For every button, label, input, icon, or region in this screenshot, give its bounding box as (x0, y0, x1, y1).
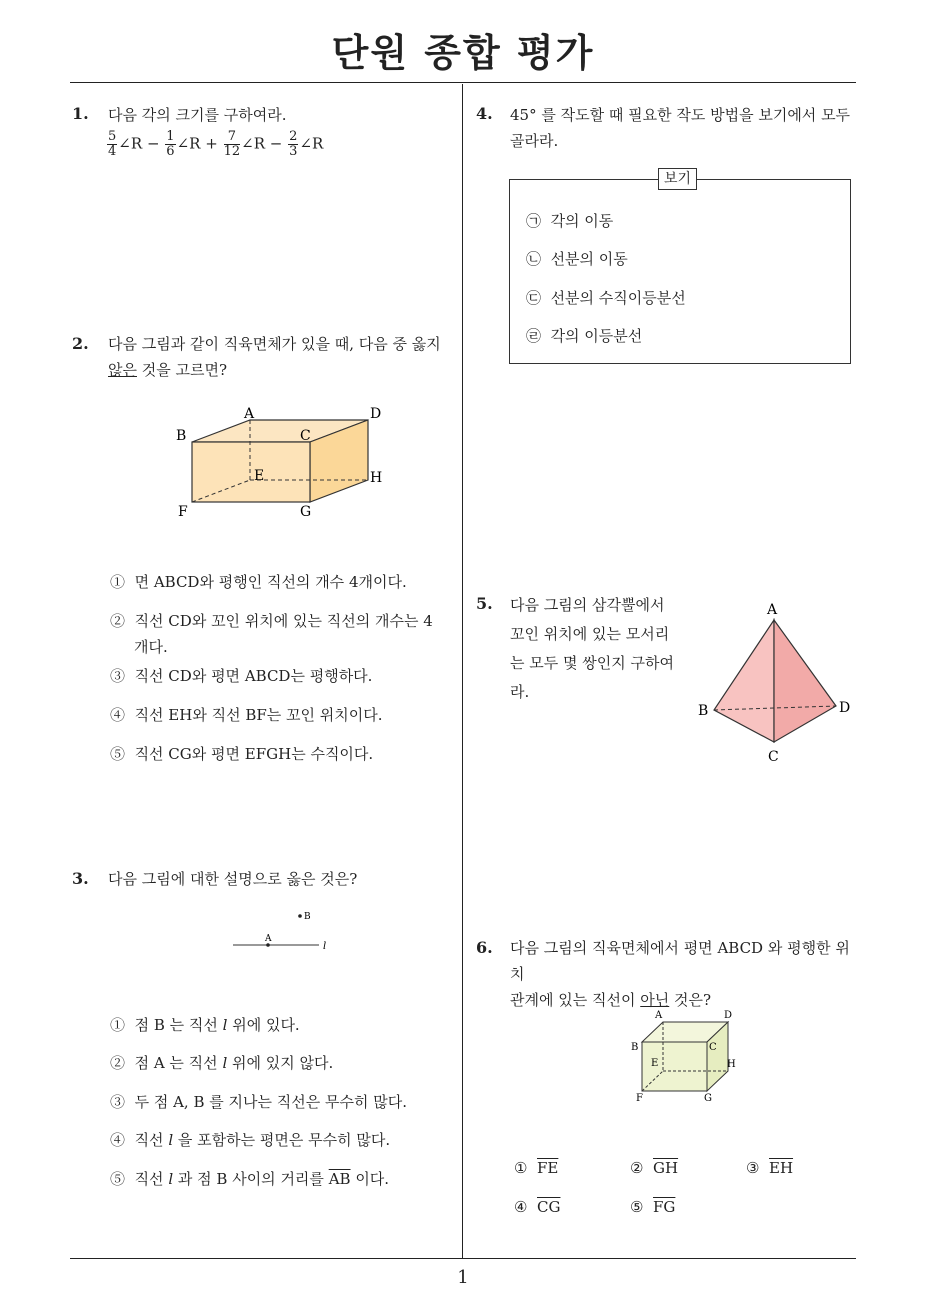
q1-frac-3 (224, 130, 241, 159)
q3-option-5 (110, 1166, 389, 1192)
item-mark: ㉡ (526, 250, 542, 268)
q1-number: 1. (72, 104, 89, 123)
option-mark: ⑤ (110, 745, 126, 763)
option-text: 과 점 B 사이의 거리를 (173, 1170, 329, 1188)
q6-option-2 (630, 1155, 678, 1181)
q2-option-2 (110, 608, 433, 634)
frac-den: 12 (223, 144, 241, 159)
point-b (298, 914, 302, 918)
q1-frac-2 (165, 130, 175, 159)
label-e: E (651, 1058, 659, 1069)
option-mark: ② (630, 1159, 644, 1177)
item-text: 각의 이동 (550, 212, 614, 230)
label-f: F (636, 1093, 643, 1104)
option-text: 직선 (134, 1131, 169, 1149)
q4-text-line1: 45° 를 작도할 때 필요한 작도 방법을 보기에서 모두 (510, 106, 851, 124)
frac-num: 1 (166, 129, 175, 144)
q4-bogi-label: 보기 (658, 168, 697, 190)
q5-text (510, 591, 690, 707)
option-text: 직선 CG와 평면 EFGH는 수직이다. (134, 745, 374, 763)
q2-number: 2. (72, 334, 89, 353)
angle-unit: ∠R (118, 134, 143, 153)
option-text: 이다. (350, 1170, 390, 1188)
q3-point-line-figure (225, 905, 345, 955)
option-italic: l (168, 1131, 174, 1149)
option-mark: ① (514, 1159, 528, 1177)
option-mark: ③ (746, 1159, 760, 1177)
label-a: A (265, 934, 272, 944)
label-b: B (304, 912, 311, 922)
label-g: G (300, 504, 312, 520)
option-segment: $\overline{CG}$ (537, 1198, 561, 1216)
item-text: 각의 이등분선 (550, 327, 643, 345)
pyramid-right-face (774, 620, 836, 742)
option-italic: l (222, 1054, 228, 1072)
pyramid-left-face (714, 620, 774, 742)
q4-item-2 (526, 246, 628, 272)
q2-text-rest: 것을 고르면? (136, 361, 228, 379)
option-segment: $\overline{EH}$ (769, 1159, 794, 1177)
q5-number: 5. (476, 594, 493, 613)
q6-option-5 (630, 1194, 675, 1220)
item-mark: ㉠ (526, 212, 542, 230)
label-f: F (178, 504, 188, 520)
q3-option-2 (110, 1050, 333, 1076)
q4-text (510, 102, 860, 154)
option-mark: ② (110, 612, 126, 630)
label-b: B (176, 428, 187, 444)
q6-option-4 (514, 1194, 560, 1220)
bottom-rule (70, 1258, 856, 1259)
q4-text-line2: 골라라. (510, 132, 559, 150)
q5-pyramid-figure (692, 598, 862, 770)
option-mark: ④ (514, 1198, 528, 1216)
frac-num: 2 (289, 129, 298, 144)
option-text: 위에 있다. (227, 1016, 300, 1034)
q2-option-2-cont: 개다. (134, 638, 168, 656)
label-c: C (300, 428, 311, 444)
q3-option-1 (110, 1012, 300, 1038)
option-text: 을 포함하는 평면은 무수히 많다. (173, 1131, 391, 1149)
option-segment: $\overline{FE}$ (537, 1159, 559, 1177)
item-mark: ㉣ (526, 327, 542, 345)
q5-text-line: 는 모두 몇 쌍인지 구하여 (510, 654, 674, 672)
option-text: 직선 CD와 꼬인 위치에 있는 직선의 개수는 4 (134, 612, 433, 630)
q1-expression (106, 130, 323, 159)
option-text: 직선 CD와 평면 ABCD는 평행하다. (134, 667, 373, 685)
q5-text-line: 꼬인 위치에 있는 모서리 (510, 625, 670, 643)
item-text: 선분의 수직이등분선 (550, 289, 686, 307)
q2-cuboid-figure (170, 400, 400, 525)
q6-number: 6. (476, 938, 493, 957)
q6-text-pre: 관계에 있는 직선이 (510, 991, 641, 1009)
option-italic: l (222, 1016, 228, 1034)
q3-number: 3. (72, 869, 89, 888)
page-number: 1 (457, 1267, 469, 1288)
q2-option-5 (110, 741, 373, 767)
q1-text: 다음 각의 크기를 구하여라. (108, 106, 287, 124)
q6-text (510, 935, 860, 1013)
label-l: l (323, 941, 327, 952)
q5-text-line: 다음 그림의 삼각뿔에서 (510, 596, 665, 614)
q4-item-3 (526, 285, 686, 311)
label-a: A (767, 602, 778, 618)
frac-num: 5 (108, 129, 117, 144)
frac-den: 4 (108, 144, 117, 159)
q1-frac-4 (288, 130, 298, 159)
label-h: H (370, 470, 383, 486)
option-segment: $\overline{FG}$ (653, 1198, 676, 1216)
label-a: A (655, 1010, 663, 1021)
cuboid-front-face (192, 442, 310, 502)
angle-unit: ∠R (241, 134, 266, 153)
option-mark: ⑤ (630, 1198, 644, 1216)
q2-option-4 (110, 702, 383, 728)
q5-text-line: 라. (510, 683, 530, 701)
option-mark: ① (110, 573, 126, 591)
operator: − (146, 134, 160, 153)
q6-option-1 (514, 1155, 558, 1181)
option-text: 점 B 는 직선 (134, 1016, 223, 1034)
frac-num: 7 (224, 130, 241, 145)
label-d: D (370, 406, 382, 422)
option-text: 두 점 A, B 를 지나는 직선은 무수히 많다. (134, 1093, 407, 1111)
q2-text (108, 331, 458, 383)
q3-option-4 (110, 1127, 390, 1153)
option-mark: ① (110, 1016, 126, 1034)
option-text: 점 A 는 직선 (134, 1054, 223, 1072)
q6-cuboid-figure (626, 1005, 746, 1105)
option-mark: ④ (110, 706, 126, 724)
item-text: 선분의 이동 (550, 250, 628, 268)
label-h: H (727, 1059, 736, 1070)
option-text: 위에 있지 않다. (227, 1054, 334, 1072)
option-mark: ⑤ (110, 1170, 126, 1188)
q2-underlined: 않은 (108, 361, 137, 379)
column-divider (462, 84, 463, 1258)
q6-option-3 (746, 1155, 793, 1181)
option-mark: ③ (110, 667, 126, 685)
operator: − (269, 134, 283, 153)
angle-unit: ∠R (176, 134, 201, 153)
q4-item-4 (526, 323, 642, 349)
q6-text-post: 것은? (669, 991, 712, 1009)
label-c: C (709, 1042, 717, 1053)
angle-unit: ∠R (299, 134, 324, 153)
option-text: 직선 (134, 1170, 169, 1188)
label-d: D (839, 700, 851, 716)
option-text: 직선 EH와 직선 BF는 꼬인 위치이다. (134, 706, 383, 724)
top-rule (70, 82, 856, 83)
label-b: B (631, 1042, 639, 1053)
option-mark: ③ (110, 1093, 126, 1111)
q2-text-line2 (108, 357, 458, 383)
q2-option-3 (110, 663, 372, 689)
label-a: A (244, 406, 255, 422)
q6-underlined: 아닌 (640, 991, 670, 1009)
label-e: E (254, 468, 265, 484)
option-mark: ② (110, 1054, 126, 1072)
q2-text-line1: 다음 그림과 같이 직육면체가 있을 때, 다음 중 옳지 (108, 335, 441, 353)
segment-ab: $\overline{AB}$ (328, 1170, 351, 1188)
option-text: 면 ABCD와 평행인 직선의 개수 4개이다. (134, 573, 407, 591)
q3-text: 다음 그림에 대한 설명으로 옳은 것은? (108, 870, 358, 888)
q1-frac-1 (107, 130, 117, 159)
label-d: D (724, 1010, 733, 1021)
q4-number: 4. (476, 104, 493, 123)
label-b: B (698, 703, 709, 719)
frac-den: 3 (289, 144, 298, 159)
frac-den: 6 (166, 144, 175, 159)
option-mark: ④ (110, 1131, 126, 1149)
q3-option-3 (110, 1089, 407, 1115)
page-title: 단원 종합 평가 (331, 31, 595, 75)
operator: + (205, 134, 218, 153)
item-mark: ㉢ (526, 289, 542, 307)
q4-item-1 (526, 208, 613, 234)
label-c: C (768, 749, 779, 765)
option-segment: $\overline{GH}$ (653, 1159, 679, 1177)
label-g: G (704, 1093, 712, 1104)
q6-text-line1: 다음 그림의 직육면체에서 평면 ABCD 와 평행한 위치 (510, 939, 850, 983)
q2-option-1 (110, 569, 407, 595)
option-italic: l (168, 1170, 174, 1188)
